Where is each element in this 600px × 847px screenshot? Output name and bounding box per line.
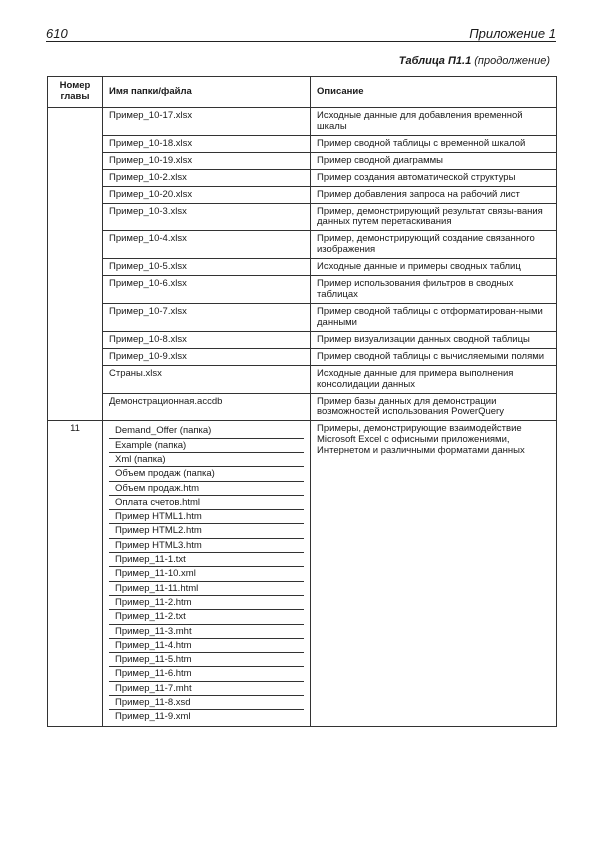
table-row xyxy=(48,393,557,421)
file-name-cell: Пример_10-2.xlsx xyxy=(103,169,311,186)
table-row xyxy=(48,135,557,152)
list-item: Пример HTML2.htm xyxy=(109,524,304,538)
column-header-description: Описание xyxy=(311,77,557,108)
table-row xyxy=(48,186,557,203)
description-cell: Пример сводной таблицы с отформатирован-ными данными xyxy=(311,303,557,331)
file-name-cell: Пример_10-4.xlsx xyxy=(103,231,311,259)
description-cell: Пример визуализации данных сводной таблицы xyxy=(311,331,557,348)
table-row xyxy=(48,231,557,259)
table-row xyxy=(48,108,557,136)
description-cell: Исходные данные и примеры сводных таблиц xyxy=(311,259,557,276)
list-item: Пример HTML3.htm xyxy=(109,538,304,552)
list-item: Пример_11-5.htm xyxy=(109,653,304,667)
description-cell: Пример использования фильтров в сводных таблицах xyxy=(311,276,557,304)
list-item: Пример_11-2.txt xyxy=(109,610,304,624)
table-row xyxy=(48,348,557,365)
list-item: Объем продаж (папка) xyxy=(109,467,304,481)
list-item: Пример_11-10.xml xyxy=(109,567,304,581)
file-name-cell: Пример_10-9.xlsx xyxy=(103,348,311,365)
file-name-cell: Пример_10-18.xlsx xyxy=(103,135,311,152)
file-name-cell: Демонстрационная.accdb xyxy=(103,393,311,421)
column-header-chapter: Номер главы xyxy=(48,77,103,108)
page-number: 610 xyxy=(46,26,68,41)
table-row xyxy=(48,152,557,169)
list-item: Пример_11-11.html xyxy=(109,581,304,595)
list-item: Xml (папка) xyxy=(109,452,304,466)
description-cell: Исходные данные для добавления временной шкалы xyxy=(311,108,557,136)
chapter-cell xyxy=(48,108,103,421)
table-row xyxy=(48,276,557,304)
chapter-11-file-table xyxy=(109,424,304,723)
description-cell: Пример добавления запроса на рабочий лист xyxy=(311,186,557,203)
list-item: Пример_11-1.txt xyxy=(109,553,304,567)
table-continuation: (продолжение) xyxy=(474,55,550,67)
description-cell: Пример сводной таблицы с вычисляемыми полями xyxy=(311,348,557,365)
file-name-cell: Пример_10-5.xlsx xyxy=(103,259,311,276)
file-name-cell: Пример_10-8.xlsx xyxy=(103,331,311,348)
list-item: Пример_11-8.xsd xyxy=(109,696,304,710)
chapter-number-cell: 11 xyxy=(48,421,103,726)
chapter-11-file-list xyxy=(103,421,311,726)
file-name-cell: Пример_10-17.xlsx xyxy=(103,108,311,136)
list-item: Пример_11-4.htm xyxy=(109,638,304,652)
list-item: Пример_11-6.htm xyxy=(109,667,304,681)
file-name-cell: Пример_10-6.xlsx xyxy=(103,276,311,304)
files-table xyxy=(47,76,557,727)
page-header xyxy=(46,26,556,42)
table-row xyxy=(48,203,557,231)
table-header-row xyxy=(48,77,557,108)
chapter-11-description: Примеры, демонстрирующие взаимодействие Microsoft Excel с офисными приложениями, Интернетом и различными форматами данных xyxy=(311,421,557,726)
header-rule xyxy=(46,41,556,42)
description-cell: Пример базы данных для демонстрации возможностей использования PowerQuery xyxy=(311,393,557,421)
table-label: Таблица П1.1 xyxy=(398,55,472,67)
list-item: Demand_Offer (папка) xyxy=(109,424,304,438)
file-name-cell: Пример_10-20.xlsx xyxy=(103,186,311,203)
list-item: Пример_11-7.mht xyxy=(109,681,304,695)
list-item: Пример_11-3.mht xyxy=(109,624,304,638)
description-cell: Пример сводной диаграммы xyxy=(311,152,557,169)
table-row xyxy=(48,365,557,393)
list-item: Пример HTML1.htm xyxy=(109,510,304,524)
file-name-cell: Пример_10-3.xlsx xyxy=(103,203,311,231)
description-cell: Исходные данные для примера выполнения консолидации данных xyxy=(311,365,557,393)
description-cell: Пример, демонстрирующий создание связанного изображения xyxy=(311,231,557,259)
table-row xyxy=(48,259,557,276)
list-item: Example (папка) xyxy=(109,438,304,452)
table-caption xyxy=(399,55,550,67)
list-item: Пример_11-2.htm xyxy=(109,595,304,609)
file-name-cell: Пример_10-19.xlsx xyxy=(103,152,311,169)
file-name-cell: Страны.xlsx xyxy=(103,365,311,393)
table-row xyxy=(48,331,557,348)
running-title: Приложение 1 xyxy=(469,26,556,41)
description-cell: Пример создания автоматической структуры xyxy=(311,169,557,186)
list-item: Оплата счетов.html xyxy=(109,495,304,509)
table-row-chapter-11 xyxy=(48,421,557,726)
table-row xyxy=(48,303,557,331)
list-item: Пример_11-9.xml xyxy=(115,711,191,723)
column-header-file: Имя папки/файла xyxy=(103,77,311,108)
description-cell: Пример, демонстрирующий результат связы-вания данных путем перетаскивания xyxy=(311,203,557,231)
file-name-cell: Пример_10-7.xlsx xyxy=(103,303,311,331)
description-cell: Пример сводной таблицы с временной шкалой xyxy=(311,135,557,152)
table-row xyxy=(48,169,557,186)
list-item: Объем продаж.htm xyxy=(109,481,304,495)
